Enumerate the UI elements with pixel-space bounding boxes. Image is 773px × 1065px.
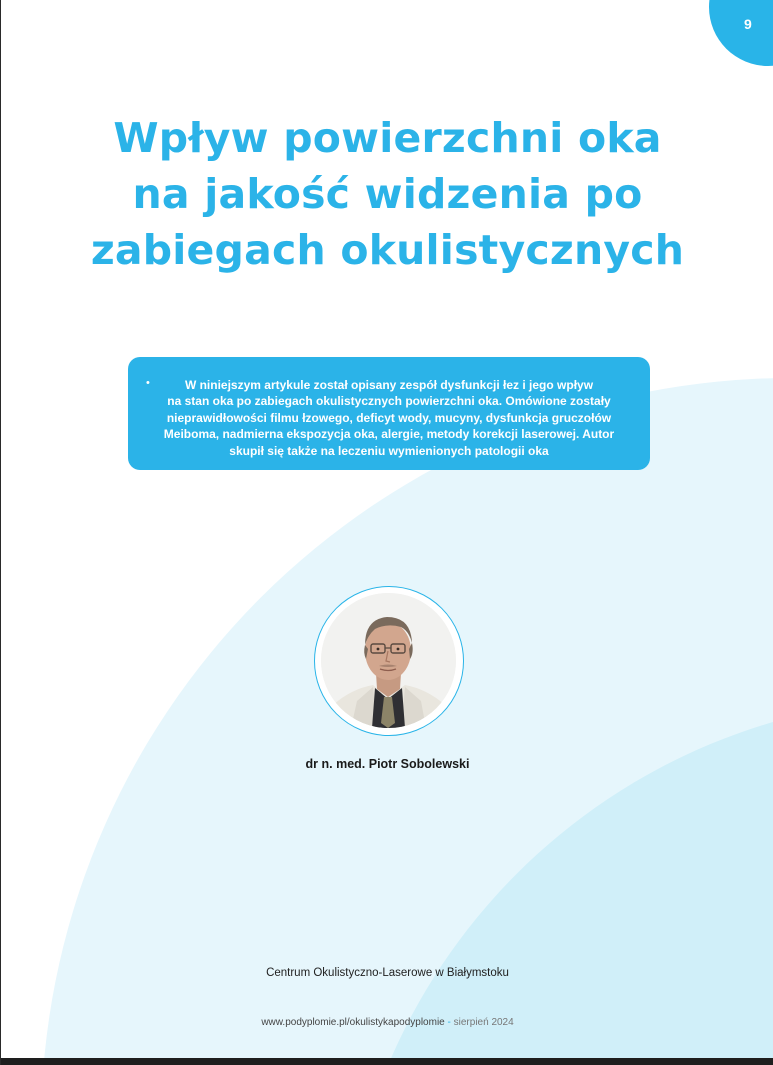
summary-line-1: W niniejszym artykule został opisany zespół dysfunkcji łez i jego wpływ [184, 378, 594, 392]
page-footer [1, 1017, 773, 1028]
summary-line-2: na stan oka po zabiegach okulistycznych powierzchni oka. Omówione zostały [167, 394, 611, 409]
summary-bullet: • [146, 377, 150, 389]
article-title [61, 110, 714, 278]
footer-url-link[interactable]: www.podyplomie.pl/okulistykapodyplomie [261, 1017, 445, 1028]
author-portrait-icon [321, 593, 456, 728]
summary-line-4: Meiboma, nadmierna ekspozycja oka, alergie, metody korekcji laserowej. Autor [163, 427, 615, 442]
summary-line-3: nieprawidłowości filmu łzowego, deficyt wody, mucyny, dysfunkcja gruczołów [166, 410, 612, 425]
author-name: dr n. med. Piotr Sobolewski [305, 757, 470, 771]
author-photo-frame [314, 586, 464, 736]
footer-date: sierpień 2024 [453, 1017, 514, 1028]
page-number: 9 [744, 16, 752, 32]
summary-box [128, 357, 650, 470]
author-institution: Centrum Okulistyczno-Laserowe w Białymstoku [266, 967, 509, 979]
page-number-badge [709, 0, 773, 66]
summary-text [158, 377, 620, 459]
title-line-2: na jakość widzenia po [132, 170, 643, 218]
title-line-3: zabiegach okulistycznych [90, 226, 685, 274]
footer-separator: - [444, 1017, 454, 1028]
author-portrait-drawing [321, 593, 456, 728]
bottom-edge-bar [1, 1058, 773, 1065]
summary-line-5: skupił się także na leczeniu wymienionych patologii oka [229, 443, 549, 458]
title-line-1: Wpływ powierzchni oka [113, 114, 662, 162]
